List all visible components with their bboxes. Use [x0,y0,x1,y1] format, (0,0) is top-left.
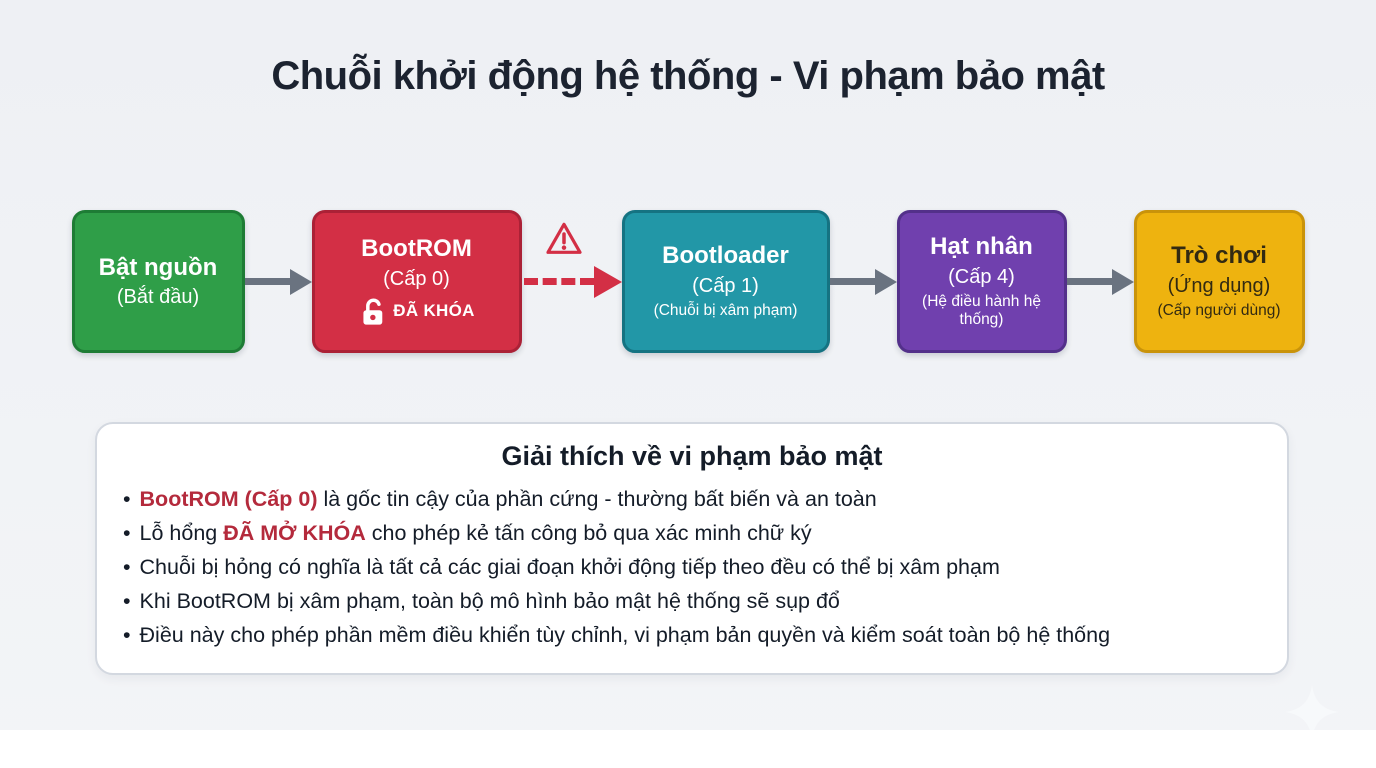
highlight-text: BootROM (Cấp 0) [139,487,318,511]
node-note: (Cấp người dùng) [1157,301,1281,319]
explanation-bullet [123,516,1257,550]
flow-arrow-connector [1067,269,1134,295]
arrow-line [1067,278,1112,285]
page-title: Chuỗi khởi động hệ thống - Vi phạm bảo mật [271,54,1105,98]
flow-node-bootrom [312,210,522,353]
node-subtitle: (Cấp 4) [948,265,1015,288]
explanation-bullet [123,550,1257,584]
flow-node-game [1134,210,1305,353]
node-title: Hạt nhân [930,233,1033,261]
bullet-text: là gốc tin cậy của phần cứng - thường bất biến và an toàn [317,487,877,511]
node-title: Bootloader [662,242,789,270]
explanation-bullet [123,482,1257,516]
bullet-text: Lỗ hổng [139,521,224,545]
flow-node-bootloader [622,210,830,353]
explanation-title: Giải thích về vi phạm bảo mật [501,441,883,471]
explanation-card [95,422,1289,675]
locked-badge [358,296,474,327]
bullet-text: Chuỗi bị hỏng có nghĩa là tất cả các giai đoạn khởi động tiếp theo đều có thể bị xâm phạm [139,555,1000,579]
flow-node-power-on [72,210,245,353]
node-subtitle: (Ứng dụng) [1167,274,1271,297]
node-note: (Chuỗi bị xâm phạm) [653,301,798,319]
bullet-text: Điều này cho phép phần mềm điều khiển tùy chỉnh, vi phạm bản quyền và kiểm soát toàn bộ hệ thống [139,623,1111,647]
highlight-text: ĐÃ MỞ KHÓA [223,521,366,545]
dashed-line [524,278,594,285]
flow-arrow-connector [830,269,897,295]
warning-icon-wrap [544,219,584,259]
locked-badge-label: ĐÃ KHÓA [393,301,475,321]
node-title: Trò chơi [1171,242,1267,270]
explanation-list [97,482,1287,652]
node-title: BootROM [361,235,472,263]
unlock-icon [358,296,389,327]
arrowhead-icon [1112,269,1134,295]
broken-chain-connector [522,266,622,298]
flow-arrow-connector [245,269,312,295]
arrowhead-icon [594,266,622,298]
bullet-text: cho phép kẻ tấn công bỏ qua xác minh chữ ký [365,521,812,545]
explanation-bullet [123,584,1257,618]
explanation-bullet [123,618,1257,652]
warning-icon [544,219,584,259]
bullet-text: Khi BootROM bị xâm phạm, toàn bộ mô hình bảo mật hệ thống sẽ sụp đổ [139,589,840,613]
arrowhead-icon [875,269,897,295]
node-subtitle: (Cấp 0) [383,267,450,290]
node-subtitle: (Cấp 1) [692,274,759,297]
flow-node-kernel [897,210,1067,353]
arrowhead-icon [290,269,312,295]
node-title: Bật nguồn [98,253,218,281]
arrow-line [830,278,875,285]
flow-row [0,210,1376,353]
node-note: (Hệ điều hành hệ thống) [922,292,1041,328]
node-subtitle: (Bắt đầu) [116,286,200,309]
arrow-line [245,278,290,285]
bottom-strip [0,730,1376,768]
